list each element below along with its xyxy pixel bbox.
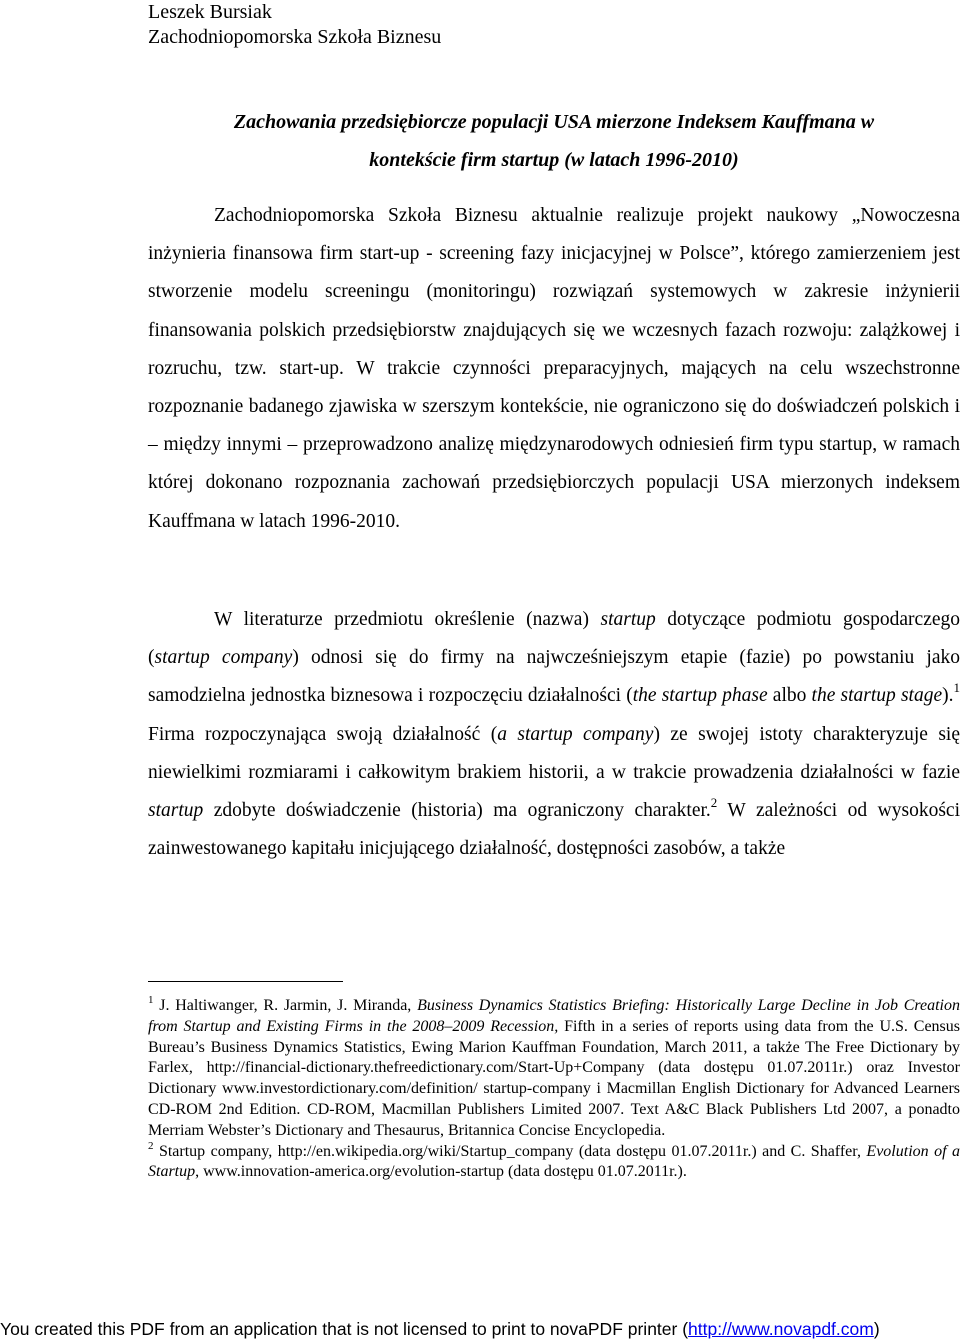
p2-text: ) odnosi się do firmy na najwcześniejszym etapie (fazie) po powstaniu jako samodzielna jednostka biznesowa i rozpoczęciu działalności ( — [148, 647, 960, 707]
footnotes — [148, 996, 960, 1183]
footnote-number: 1 — [148, 994, 154, 1006]
pdf-footer-notice — [0, 1318, 960, 1340]
paragraph-1-text: Zachodniopomorska Szkoła Biznesu aktualnie realizuje projekt naukowy „Nowoczesna inżynieria finansowa firm start-up - screening fazy inicjacyjnej w Polsce”, którego zamierzeniem jest stworzenie modelu screeningu (monitoringu) rozwiązań systemowych w zakresie inżynierii finansowania polskich przedsiębiorstw znajdujących się we wczesnych fazach rozwoju: zalążkowej i rozruchu, tzw. start-up. W trakcie czynności preparacyjnych, mających na celu wszechstronne rozpoznanie badanego zjawiska w szerszym kontekście, nie ograniczono się do doświadczeń polskich i – między innymi – przeprowadzono analizę międzynarodowych odniesień firm typu startup, w ramach której dokonano rozpoznania zachowań przedsiębiorczych populacji USA mierzonych indeksem Kauffmana w latach 1996-2010. — [148, 205, 960, 532]
p2-text: ) ze swojej istoty charakteryzuje się niewielkimi rozmiarami i całkowitym brakiem historii, a w trakcie prowadzenia działalności w fazie — [148, 723, 960, 783]
p2-text: zdobyte doświadczenie (historia) ma ograniczony charakter. — [203, 800, 711, 822]
footnote-ref-1[interactable]: 1 — [953, 680, 960, 696]
p2-text: W zależności od wysokości zainwestowanego kapitału inicjującego działalność, dostępności zasobów, a także — [148, 800, 960, 860]
p2-text: ). — [942, 685, 954, 707]
header — [148, 0, 441, 50]
footnote-number: 2 — [148, 1139, 154, 1152]
institution-name: Zachodniopomorska Szkoła Biznesu — [148, 26, 442, 48]
p2-italic-term: the startup phase — [632, 685, 768, 707]
paragraph-2 — [148, 601, 960, 868]
footnote-text: , www.innovation-america.org/evolution-startup (data dostępu 01.07.2011r.). — [195, 1163, 687, 1181]
title-line-2: kontekście firm startup (w latach 1996-2010) — [369, 149, 739, 171]
p2-italic-term: the startup stage — [811, 685, 943, 707]
footer-text: You created this PDF from an application that is not licensed to print to novaPDF printer ( — [0, 1319, 689, 1339]
author-name: Leszek Bursiak — [148, 1, 272, 23]
footnote-italic-title: Business Dynamics Statistics Briefing: Historically Large Decline in Job Creation from Startup and Existing Firms in the 2008–2009 Recession, — [148, 997, 960, 1035]
footnote-2 — [148, 1139, 960, 1184]
footer-close: ) — [873, 1319, 880, 1339]
document-title — [148, 103, 960, 179]
footnote-text: Startup company, http://en.wikipedia.org/wiki/Startup_company (data dostępu 01.07.2011r.) and C. Shaffer, — [153, 1142, 867, 1160]
footnote-text: Fifth in a series of reports using data from the U.S. Census Bureau’s Business Dynamics Statistics, Ewing Marion Kauffman Foundation, March 2011, a także The Free Dictionary by Farlex, http://financial-dictionary.thefreedictionary.com/Start-Up+Company (data dostępu 01.07.2011r.) oraz Investor Dictionary www.investordictionary.com/definition/ startup-company i Macmillan English Dictionary for Advanced Learners CD-ROM 2nd Edition. CD-ROM, Macmillan Publishers Limited 2007. Text A&C Black Publishers Ltd 2007, a ponadto Merriam Webster’s Dictionary and Thesaurus, Britannica Concise Encyclopedia. — [148, 1017, 960, 1139]
p2-text: dotyczące podmiotu gospodarczego ( — [148, 609, 960, 669]
footnote-italic-title: Evolution of a Startup — [148, 1142, 960, 1181]
p2-italic-term: a startup company — [497, 723, 654, 745]
footnote-separator — [148, 981, 343, 982]
p2-italic-term: startup — [148, 800, 204, 822]
p2-italic-term: startup company — [154, 647, 293, 669]
footnote-ref-2[interactable]: 2 — [710, 795, 718, 811]
title-line-1: Zachowania przedsiębiorcze populacji USA mierzone Indeksem Kauffmana w — [233, 111, 875, 133]
novapdf-link[interactable]: http://www.novapdf.com — [688, 1319, 874, 1339]
p2-italic-term: startup — [600, 609, 656, 630]
p2-text: albo — [767, 685, 812, 707]
p2-text: Firma rozpoczynająca swoją działalność ( — [148, 723, 498, 745]
footnote-1 — [148, 996, 960, 1142]
p2-text: W literaturze przedmiotu określenie (nazwa) — [214, 609, 601, 630]
paragraph-1 — [148, 197, 960, 541]
footnote-text: J. Haltiwanger, R. Jarmin, J. Miranda, — [153, 997, 418, 1014]
